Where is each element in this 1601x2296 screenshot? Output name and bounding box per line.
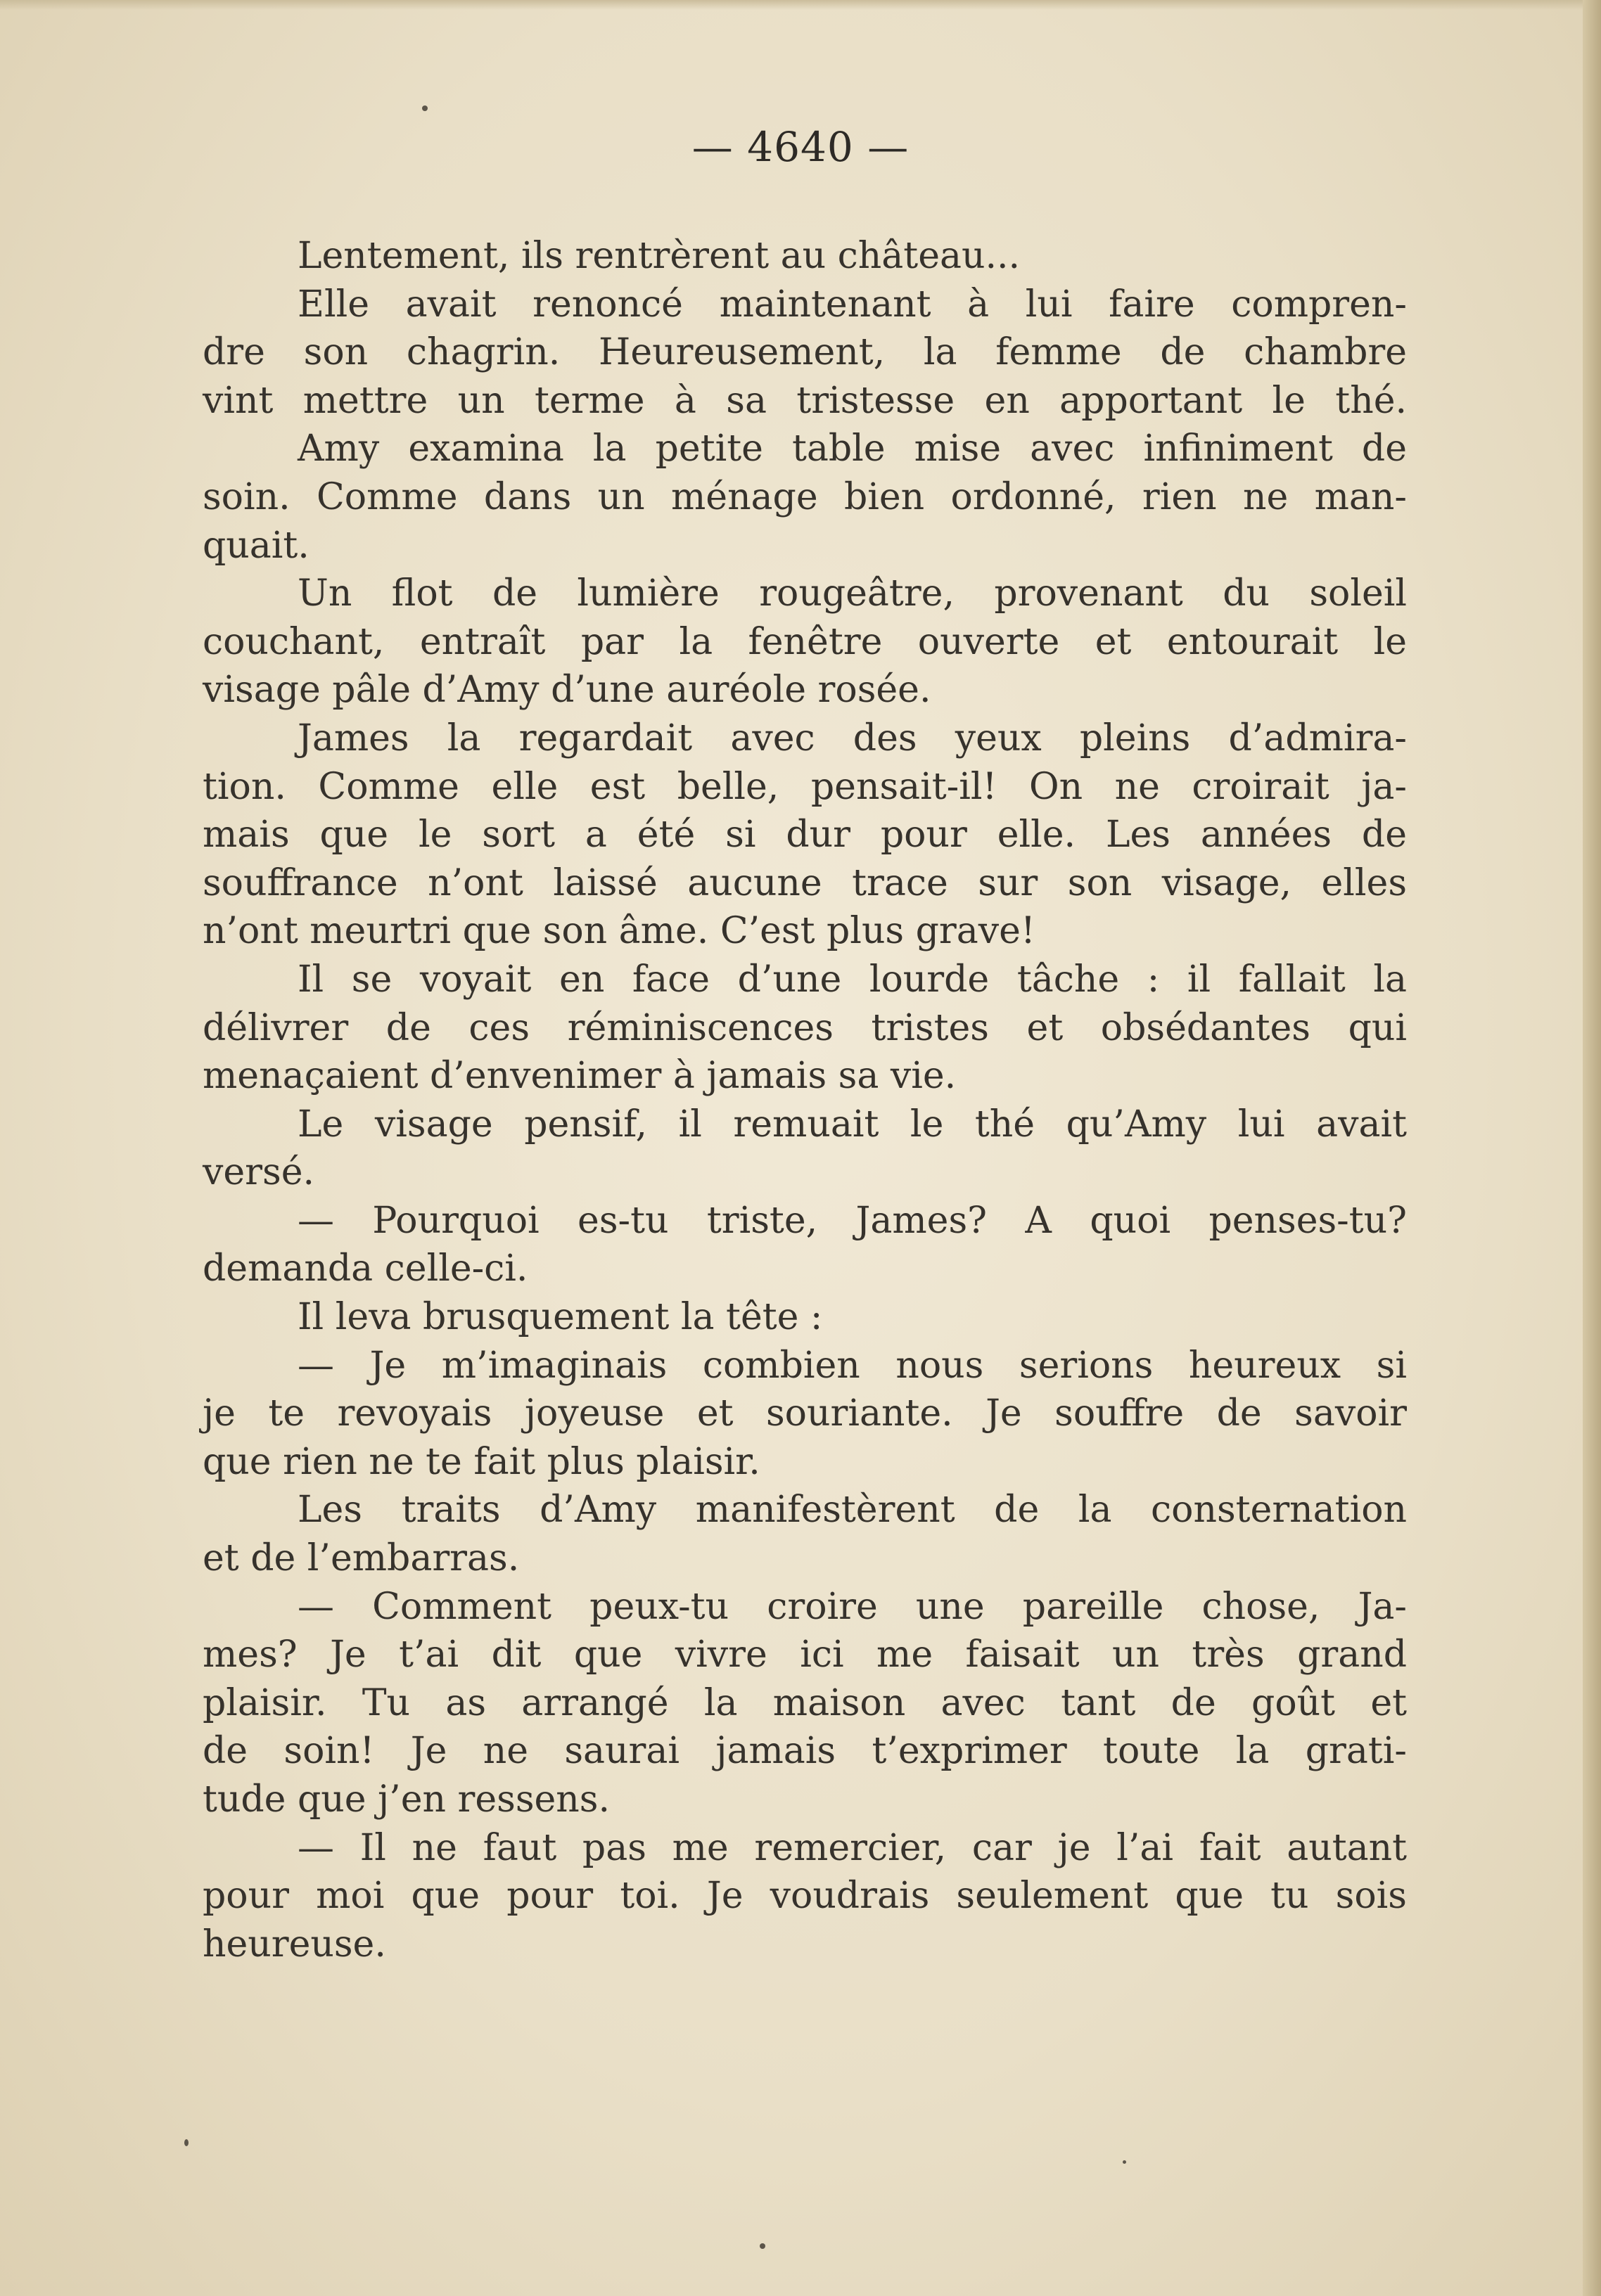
text-line: Le visage pensif, il remuait le thé qu’Amy lui avait	[298, 1103, 1407, 1146]
text-line: mes? Je t’ai dit que vivre ici me faisait un très grand	[203, 1634, 1407, 1676]
text-line: vint mettre un terme à sa tristesse en apportant le thé.	[203, 379, 1407, 422]
page-number: — 4640 —	[691, 123, 910, 171]
text-line: délivrer de ces réminiscences tristes et obsédantes qui	[203, 1006, 1407, 1049]
text-line: que rien ne te fait plus plaisir.	[203, 1440, 760, 1483]
text-line: dre son chagrin. Heureusement, la femme de chambre	[203, 331, 1407, 374]
body-text	[203, 232, 1407, 1968]
text-line: — Pourquoi es-tu triste, James? A quoi penses-tu?	[298, 1199, 1407, 1242]
text-line: Il se voyait en face d’une lourde tâche : il fallait la	[298, 958, 1407, 1001]
text-line: Un flot de lumière rougeâtre, provenant du soleil	[298, 572, 1407, 615]
paper-speck	[184, 2139, 189, 2146]
text-line: — Il ne faut pas me remercier, car je l’ai fait autant	[298, 1826, 1407, 1869]
text-line: — Comment peux-tu croire une pareille chose, Ja-	[298, 1585, 1407, 1628]
page-top-shadow	[0, 0, 1601, 10]
text-line: je te revoyais joyeuse et souriante. Je souffre de savoir	[203, 1392, 1407, 1435]
text-line: souffrance n’ont laissé aucune trace sur son visage, elles	[203, 861, 1407, 904]
text-line: pour moi que pour toi. Je voudrais seulement que tu sois	[203, 1875, 1407, 1918]
text-line: Lentement, ils rentrèrent au château...	[298, 235, 1021, 277]
text-line: James la regardait avec des yeux pleins d’admira-	[298, 717, 1407, 759]
text-line: mais que le sort a été si dur pour elle. Les années de	[203, 814, 1407, 857]
text-line: n’ont meurtri que son âme. C’est plus grave!	[203, 910, 1035, 953]
text-line: menaçaient d’envenimer à jamais sa vie.	[203, 1055, 957, 1098]
text-line: versé.	[203, 1151, 314, 1194]
text-line: heureuse.	[203, 1923, 386, 1965]
paper-speck	[422, 105, 428, 111]
text-line: Elle avait renoncé maintenant à lui faire compren-	[298, 283, 1407, 326]
text-line: Les traits d’Amy manifestèrent de la consternation	[298, 1489, 1407, 1532]
text-line: Il leva brusquement la tête :	[298, 1296, 823, 1339]
text-line: visage pâle d’Amy d’une auréole rosée.	[203, 669, 931, 712]
text-line: soin. Comme dans un ménage bien ordonné, rien ne man-	[203, 475, 1407, 518]
text-line: Amy examina la petite table mise avec infiniment de	[298, 428, 1407, 470]
text-line: de soin! Je ne saurai jamais t’exprimer toute la grati-	[203, 1730, 1407, 1773]
page-right-edge	[1583, 0, 1601, 2296]
text-line: demanda celle-ci.	[203, 1248, 528, 1290]
text-line: et de l’embarras.	[203, 1537, 520, 1580]
text-line: quait.	[203, 524, 310, 567]
text-line: tude que j’en ressens.	[203, 1778, 610, 1821]
text-line: — Je m’imaginais combien nous serions heureux si	[298, 1344, 1407, 1387]
paper-speck	[760, 2243, 765, 2249]
text-line: couchant, entraît par la fenêtre ouverte et entourait le	[203, 620, 1407, 663]
text-line: plaisir. Tu as arrangé la maison avec tant de goût et	[203, 1681, 1407, 1724]
text-line: tion. Comme elle est belle, pensait-il! On ne croirait ja-	[203, 765, 1407, 808]
paper-speck	[1123, 2160, 1126, 2164]
